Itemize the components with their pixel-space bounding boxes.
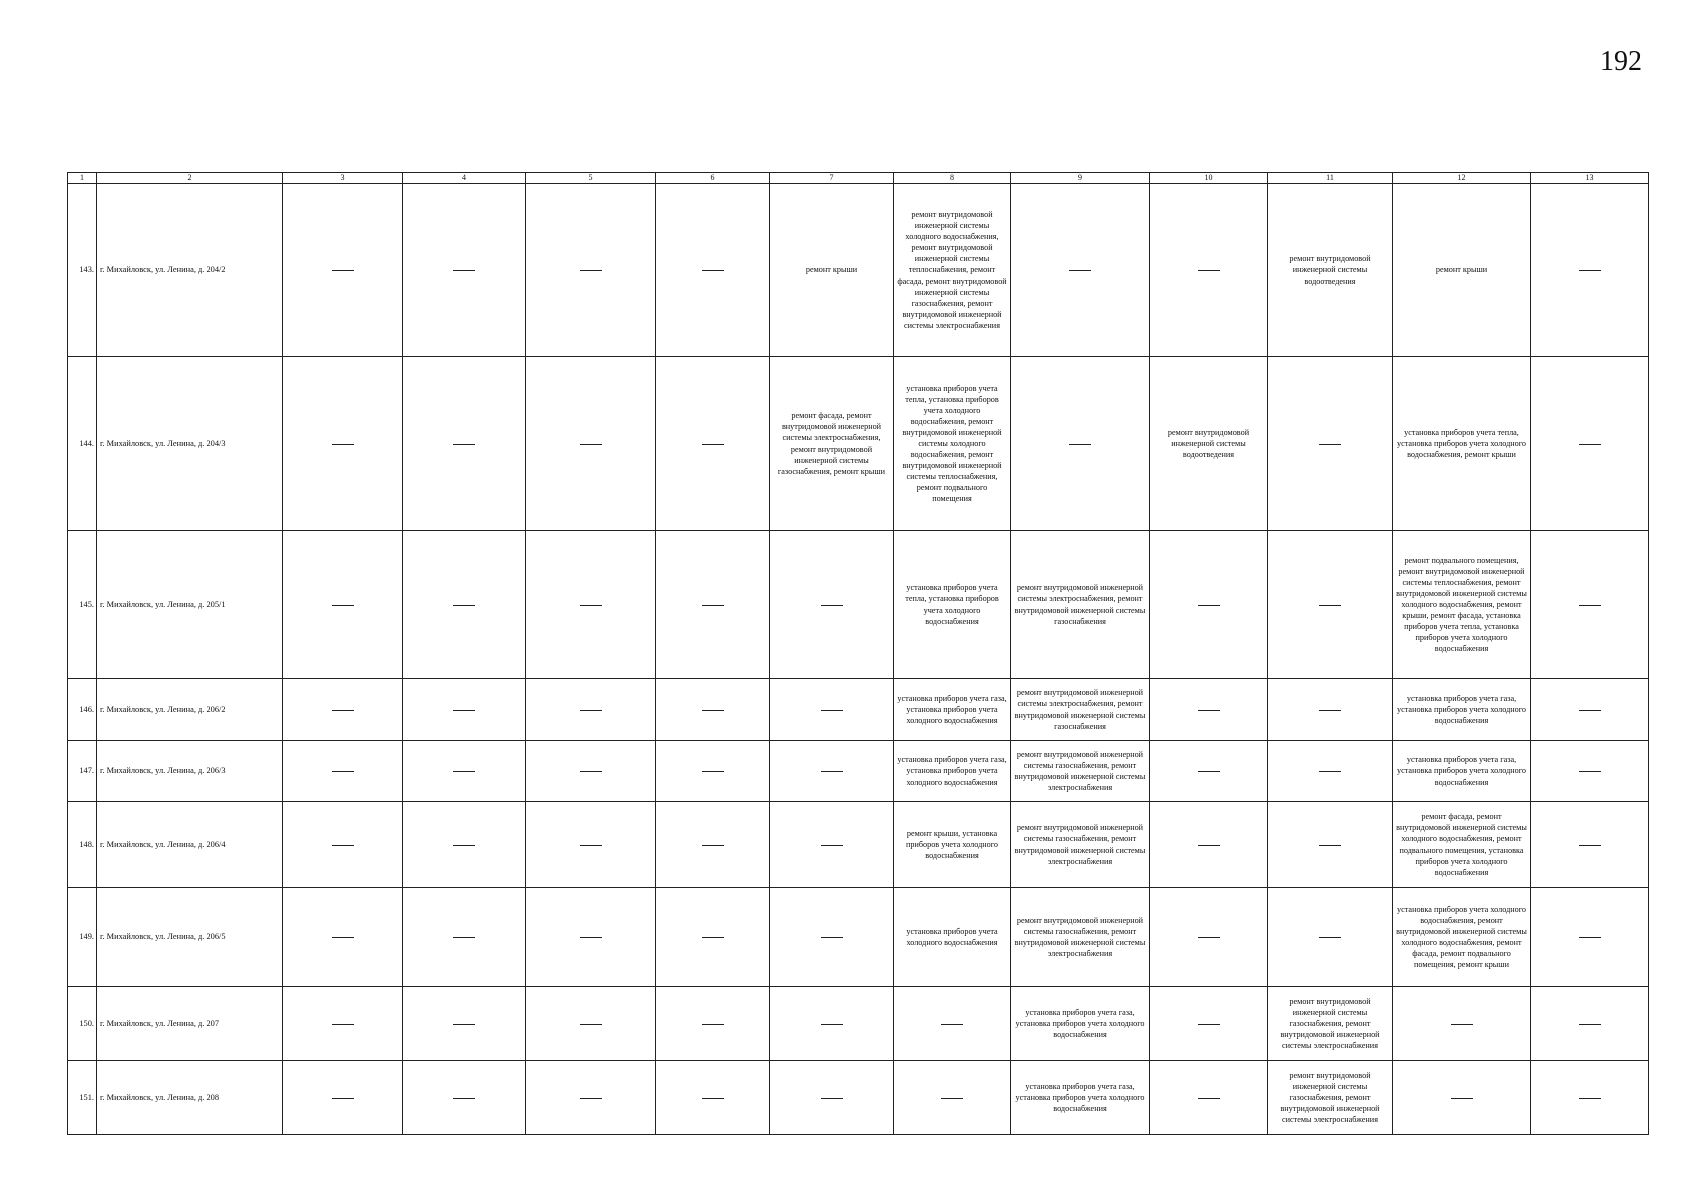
dash-mark: [332, 771, 354, 772]
dash-mark: [1319, 710, 1341, 711]
dash-mark: [1579, 937, 1601, 938]
empty-dash-cell: [770, 987, 894, 1061]
empty-dash-cell: [1150, 184, 1268, 357]
empty-dash-cell: [1393, 987, 1531, 1061]
empty-dash-cell: [656, 679, 770, 741]
work-cell-9: ремонт внутридомовой инженерной системы газоснабжения, ремонт внутридомовой инженерной системы электроснабжения: [1011, 741, 1150, 802]
work-cell-8: установка приборов учета газа, установка приборов учета холодного водоснабжения: [894, 741, 1011, 802]
dash-mark: [1319, 444, 1341, 445]
work-cell-8: ремонт крыши, установка приборов учета холодного водоснабжения: [894, 802, 1011, 888]
work-cell-8: установка приборов учета холодного водоснабжения: [894, 888, 1011, 987]
dash-mark: [453, 444, 475, 445]
work-cell-9: ремонт внутридомовой инженерной системы электроснабжения, ремонт внутридомовой инженерной системы газоснабжения: [1011, 679, 1150, 741]
dash-mark: [580, 270, 602, 271]
empty-dash-cell: [1531, 888, 1649, 987]
dash-mark: [453, 1098, 475, 1099]
empty-dash-cell: [1531, 802, 1649, 888]
empty-dash-cell: [1268, 679, 1393, 741]
dash-mark: [580, 710, 602, 711]
table-row: [68, 888, 1649, 987]
empty-dash-cell: [403, 679, 526, 741]
table-row: [68, 357, 1649, 531]
empty-dash-cell: [1150, 531, 1268, 679]
dash-mark: [332, 1024, 354, 1025]
empty-dash-cell: [656, 531, 770, 679]
work-cell-9: ремонт внутридомовой инженерной системы газоснабжения, ремонт внутридомовой инженерной системы электроснабжения: [1011, 888, 1150, 987]
work-cell-9: ремонт внутридомовой инженерной системы газоснабжения, ремонт внутридомовой инженерной системы электроснабжения: [1011, 802, 1150, 888]
empty-dash-cell: [1531, 741, 1649, 802]
empty-dash-cell: [403, 531, 526, 679]
dash-mark: [332, 444, 354, 445]
dash-mark: [1319, 605, 1341, 606]
dash-mark: [821, 605, 843, 606]
dash-mark: [702, 270, 724, 271]
work-cell-9: установка приборов учета газа, установка приборов учета холодного водоснабжения: [1011, 1061, 1150, 1135]
empty-dash-cell: [656, 888, 770, 987]
empty-dash-cell: [770, 741, 894, 802]
empty-dash-cell: [1531, 679, 1649, 741]
empty-dash-cell: [1268, 531, 1393, 679]
dash-mark: [821, 1098, 843, 1099]
empty-dash-cell: [656, 1061, 770, 1135]
empty-dash-cell: [770, 1061, 894, 1135]
empty-dash-cell: [1268, 357, 1393, 531]
column-number: 8: [894, 173, 1011, 184]
dash-mark: [1198, 1024, 1220, 1025]
dash-mark: [580, 1098, 602, 1099]
work-cell-8: установка приборов учета тепла, установка приборов учета холодного водоснабжения, ремонт внутридомовой инженерной системы холодного водоснабжения, ремонт внутридомовой инженерной системы теплоснабжения, ремонт подвального помещения: [894, 357, 1011, 531]
empty-dash-cell: [526, 1061, 656, 1135]
work-cell-7: ремонт фасада, ремонт внутридомовой инженерной системы электроснабжения, ремонт внутридомовой инженерной системы газоснабжения, ремонт крыши: [770, 357, 894, 531]
work-cell-12: установка приборов учета газа, установка приборов учета холодного водоснабжения: [1393, 679, 1531, 741]
work-cell-12: установка приборов учета холодного водоснабжения, ремонт внутридомовой инженерной системы холодного водоснабжения, ремонт фасада, ремонт подвального помещения, ремонт крыши: [1393, 888, 1531, 987]
dash-mark: [1198, 270, 1220, 271]
dash-mark: [1198, 845, 1220, 846]
empty-dash-cell: [283, 802, 403, 888]
table-row: [68, 679, 1649, 741]
empty-dash-cell: [283, 741, 403, 802]
dash-mark: [580, 937, 602, 938]
empty-dash-cell: [1150, 987, 1268, 1061]
empty-dash-cell: [403, 357, 526, 531]
empty-dash-cell: [526, 357, 656, 531]
dash-mark: [453, 1024, 475, 1025]
empty-dash-cell: [526, 741, 656, 802]
dash-mark: [1579, 710, 1601, 711]
work-cell-11: ремонт внутридомовой инженерной системы водоотведения: [1268, 184, 1393, 357]
address-cell: г. Михайловск, ул. Ленина, д. 206/3: [97, 741, 283, 802]
dash-mark: [1579, 444, 1601, 445]
column-number: 3: [283, 173, 403, 184]
dash-mark: [702, 1024, 724, 1025]
empty-dash-cell: [1531, 531, 1649, 679]
dash-mark: [702, 710, 724, 711]
empty-dash-cell: [1150, 741, 1268, 802]
row-number: 149.: [68, 888, 97, 987]
dash-mark: [1198, 710, 1220, 711]
empty-dash-cell: [526, 531, 656, 679]
column-number: 7: [770, 173, 894, 184]
dash-mark: [332, 710, 354, 711]
dash-mark: [332, 1098, 354, 1099]
dash-mark: [1579, 1098, 1601, 1099]
address-cell: г. Михайловск, ул. Ленина, д. 206/2: [97, 679, 283, 741]
empty-dash-cell: [403, 741, 526, 802]
dash-mark: [1319, 771, 1341, 772]
empty-dash-cell: [283, 531, 403, 679]
table-row: [68, 741, 1649, 802]
column-number: 9: [1011, 173, 1150, 184]
table-row: [68, 987, 1649, 1061]
dash-mark: [1451, 1024, 1473, 1025]
empty-dash-cell: [656, 741, 770, 802]
row-number: 145.: [68, 531, 97, 679]
work-cell-10: ремонт внутридомовой инженерной системы водоотведения: [1150, 357, 1268, 531]
empty-dash-cell: [526, 802, 656, 888]
empty-dash-cell: [283, 357, 403, 531]
dash-mark: [1198, 605, 1220, 606]
dash-mark: [580, 1024, 602, 1025]
address-cell: г. Михайловск, ул. Ленина, д. 204/3: [97, 357, 283, 531]
column-number: 1: [68, 173, 97, 184]
dash-mark: [332, 605, 354, 606]
row-number: 150.: [68, 987, 97, 1061]
empty-dash-cell: [1531, 1061, 1649, 1135]
dash-mark: [453, 937, 475, 938]
empty-dash-cell: [403, 888, 526, 987]
column-number: 13: [1531, 173, 1649, 184]
empty-dash-cell: [526, 987, 656, 1061]
empty-dash-cell: [1268, 888, 1393, 987]
table-row: [68, 802, 1649, 888]
empty-dash-cell: [403, 184, 526, 357]
dash-mark: [453, 845, 475, 846]
address-cell: г. Михайловск, ул. Ленина, д. 208: [97, 1061, 283, 1135]
column-number: 11: [1268, 173, 1393, 184]
dash-mark: [1579, 605, 1601, 606]
dash-mark: [332, 270, 354, 271]
row-number: 148.: [68, 802, 97, 888]
row-number: 146.: [68, 679, 97, 741]
empty-dash-cell: [1393, 1061, 1531, 1135]
repair-schedule-table: [67, 172, 1649, 1135]
row-number: 147.: [68, 741, 97, 802]
work-cell-12: установка приборов учета газа, установка приборов учета холодного водоснабжения: [1393, 741, 1531, 802]
work-cell-12: ремонт крыши: [1393, 184, 1531, 357]
dash-mark: [580, 605, 602, 606]
dash-mark: [580, 845, 602, 846]
dash-mark: [821, 1024, 843, 1025]
empty-dash-cell: [283, 987, 403, 1061]
dash-mark: [941, 1098, 963, 1099]
empty-dash-cell: [1011, 184, 1150, 357]
address-cell: г. Михайловск, ул. Ленина, д. 205/1: [97, 531, 283, 679]
dash-mark: [453, 710, 475, 711]
row-number: 151.: [68, 1061, 97, 1135]
empty-dash-cell: [770, 888, 894, 987]
dash-mark: [453, 270, 475, 271]
dash-mark: [821, 710, 843, 711]
work-cell-11: ремонт внутридомовой инженерной системы газоснабжения, ремонт внутридомовой инженерной системы электроснабжения: [1268, 1061, 1393, 1135]
address-cell: г. Михайловск, ул. Ленина, д. 204/2: [97, 184, 283, 357]
empty-dash-cell: [526, 184, 656, 357]
dash-mark: [1579, 845, 1601, 846]
dash-mark: [702, 771, 724, 772]
table-row: [68, 184, 1649, 357]
work-cell-9: ремонт внутридомовой инженерной системы электроснабжения, ремонт внутридомовой инженерной системы газоснабжения: [1011, 531, 1150, 679]
address-cell: г. Михайловск, ул. Ленина, д. 206/4: [97, 802, 283, 888]
table-body: [68, 173, 1649, 1135]
column-number: 5: [526, 173, 656, 184]
empty-dash-cell: [526, 888, 656, 987]
column-number: 10: [1150, 173, 1268, 184]
column-number: 2: [97, 173, 283, 184]
dash-mark: [1198, 937, 1220, 938]
empty-dash-cell: [656, 802, 770, 888]
empty-dash-cell: [403, 1061, 526, 1135]
page-number: 192: [1600, 46, 1642, 77]
dash-mark: [1198, 771, 1220, 772]
work-cell-8: установка приборов учета газа, установка приборов учета холодного водоснабжения: [894, 679, 1011, 741]
dash-mark: [453, 771, 475, 772]
dash-mark: [332, 937, 354, 938]
empty-dash-cell: [283, 1061, 403, 1135]
empty-dash-cell: [283, 679, 403, 741]
work-cell-11: ремонт внутридомовой инженерной системы газоснабжения, ремонт внутридомовой инженерной системы электроснабжения: [1268, 987, 1393, 1061]
dash-mark: [1579, 771, 1601, 772]
dash-mark: [702, 937, 724, 938]
column-number: 12: [1393, 173, 1531, 184]
dash-mark: [1069, 270, 1091, 271]
empty-dash-cell: [656, 357, 770, 531]
empty-dash-cell: [770, 802, 894, 888]
dash-mark: [1451, 1098, 1473, 1099]
empty-dash-cell: [283, 184, 403, 357]
dash-mark: [941, 1024, 963, 1025]
dash-mark: [1069, 444, 1091, 445]
work-cell-9: установка приборов учета газа, установка приборов учета холодного водоснабжения: [1011, 987, 1150, 1061]
work-cell-8: установка приборов учета тепла, установка приборов учета холодного водоснабжения: [894, 531, 1011, 679]
column-number: 6: [656, 173, 770, 184]
empty-dash-cell: [1150, 802, 1268, 888]
work-cell-12: ремонт фасада, ремонт внутридомовой инженерной системы холодного водоснабжения, ремонт подвального помещения, установка приборов учета холодного водоснабжения: [1393, 802, 1531, 888]
dash-mark: [1579, 1024, 1601, 1025]
dash-mark: [453, 605, 475, 606]
empty-dash-cell: [1150, 1061, 1268, 1135]
empty-dash-cell: [1011, 357, 1150, 531]
dash-mark: [702, 1098, 724, 1099]
empty-dash-cell: [894, 987, 1011, 1061]
empty-dash-cell: [1150, 888, 1268, 987]
address-cell: г. Михайловск, ул. Ленина, д. 206/5: [97, 888, 283, 987]
empty-dash-cell: [403, 802, 526, 888]
dash-mark: [580, 771, 602, 772]
dash-mark: [821, 937, 843, 938]
empty-dash-cell: [1531, 987, 1649, 1061]
empty-dash-cell: [1531, 357, 1649, 531]
empty-dash-cell: [894, 1061, 1011, 1135]
dash-mark: [1319, 845, 1341, 846]
dash-mark: [702, 444, 724, 445]
empty-dash-cell: [1268, 802, 1393, 888]
empty-dash-cell: [526, 679, 656, 741]
empty-dash-cell: [1531, 184, 1649, 357]
row-number: 143.: [68, 184, 97, 357]
empty-dash-cell: [1268, 741, 1393, 802]
dash-mark: [332, 845, 354, 846]
table-row: [68, 1061, 1649, 1135]
empty-dash-cell: [770, 531, 894, 679]
column-number-row: [68, 173, 1649, 184]
dash-mark: [580, 444, 602, 445]
work-cell-12: установка приборов учета тепла, установка приборов учета холодного водоснабжения, ремонт крыши: [1393, 357, 1531, 531]
table-row: [68, 531, 1649, 679]
work-cell-7: ремонт крыши: [770, 184, 894, 357]
work-cell-12: ремонт подвального помещения, ремонт внутридомовой инженерной системы теплоснабжения, ремонт внутридомовой инженерной системы холодного водоснабжения, ремонт крыши, ремонт фасада, установка приборов учета тепла, установка приборов учета холодного водоснабжения: [1393, 531, 1531, 679]
row-number: 144.: [68, 357, 97, 531]
dash-mark: [821, 771, 843, 772]
dash-mark: [1319, 937, 1341, 938]
empty-dash-cell: [403, 987, 526, 1061]
empty-dash-cell: [770, 679, 894, 741]
dash-mark: [1198, 1098, 1220, 1099]
empty-dash-cell: [283, 888, 403, 987]
empty-dash-cell: [1150, 679, 1268, 741]
dash-mark: [702, 845, 724, 846]
work-cell-8: ремонт внутридомовой инженерной системы холодного водоснабжения, ремонт внутридомовой инженерной системы теплоснабжения, ремонт фасада, ремонт внутридомовой инженерной системы газоснабжения, ремонт внутридомовой инженерной системы электроснабжения: [894, 184, 1011, 357]
empty-dash-cell: [656, 987, 770, 1061]
column-number: 4: [403, 173, 526, 184]
address-cell: г. Михайловск, ул. Ленина, д. 207: [97, 987, 283, 1061]
dash-mark: [1579, 270, 1601, 271]
dash-mark: [702, 605, 724, 606]
empty-dash-cell: [656, 184, 770, 357]
dash-mark: [821, 845, 843, 846]
